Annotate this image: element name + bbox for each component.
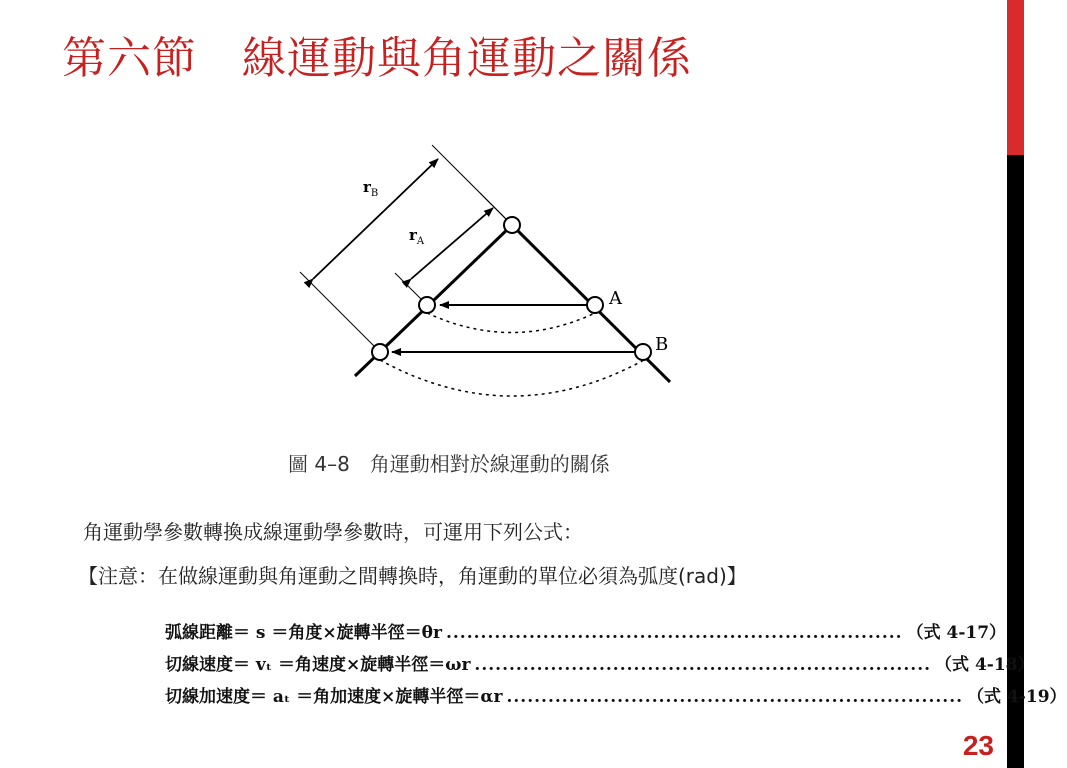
formula-row xyxy=(165,618,1007,650)
slide-title: 第六節 線運動與角運動之關係 xyxy=(62,33,692,84)
arc-b xyxy=(380,360,644,396)
label-rb: $r_B$ xyxy=(363,178,379,199)
formula-leader-dots: .................................................................. xyxy=(445,623,903,643)
label-point-b: B xyxy=(655,334,669,355)
formula-list xyxy=(165,618,1067,714)
formula-row xyxy=(165,650,1035,682)
formula-reference: （式 4-17） xyxy=(906,623,1007,643)
arc-a xyxy=(427,313,595,333)
formula-expression: 切線加速度＝ aₜ ＝角加速度×旋轉半徑＝αr xyxy=(165,687,503,707)
sidebar-accent-black xyxy=(1007,155,1024,768)
rb-extension-bottom xyxy=(300,272,380,352)
point-b-left xyxy=(372,344,388,360)
formula-reference: （式 4-18） xyxy=(935,655,1035,675)
point-a-right xyxy=(587,297,603,313)
angular-linear-diagram xyxy=(290,150,710,420)
formula-leader-dots: .................................................................. xyxy=(506,687,964,707)
intro-paragraph: 角運動學參數轉換成線運動學參數時，可運用下列公式： xyxy=(83,520,583,544)
figure-caption: 圖 4–8 角運動相對於線運動的關係 xyxy=(288,452,610,476)
formula-row xyxy=(165,682,1067,714)
point-b-right xyxy=(635,344,651,360)
pivot-point xyxy=(504,217,520,233)
formula-expression: 弧線距離＝ s ＝角度×旋轉半徑＝θr xyxy=(165,623,442,643)
point-a-left xyxy=(419,297,435,313)
sidebar-accent-red xyxy=(1007,0,1024,155)
label-ra: $r_A$ xyxy=(409,226,425,247)
page-number: 23 xyxy=(962,730,994,761)
formula-leader-dots: .................................................................. xyxy=(474,655,932,675)
note-paragraph: 【注意：在做線運動與角運動之間轉換時，角運動的單位必須為弧度(rad)】 xyxy=(78,564,747,588)
rb-dimension-arrow xyxy=(313,159,438,279)
formula-expression: 切線速度＝ vₜ ＝角速度×旋轉半徑＝ωr xyxy=(165,655,471,675)
label-point-a: A xyxy=(609,288,622,309)
formula-reference: （式 4-19） xyxy=(967,687,1067,707)
